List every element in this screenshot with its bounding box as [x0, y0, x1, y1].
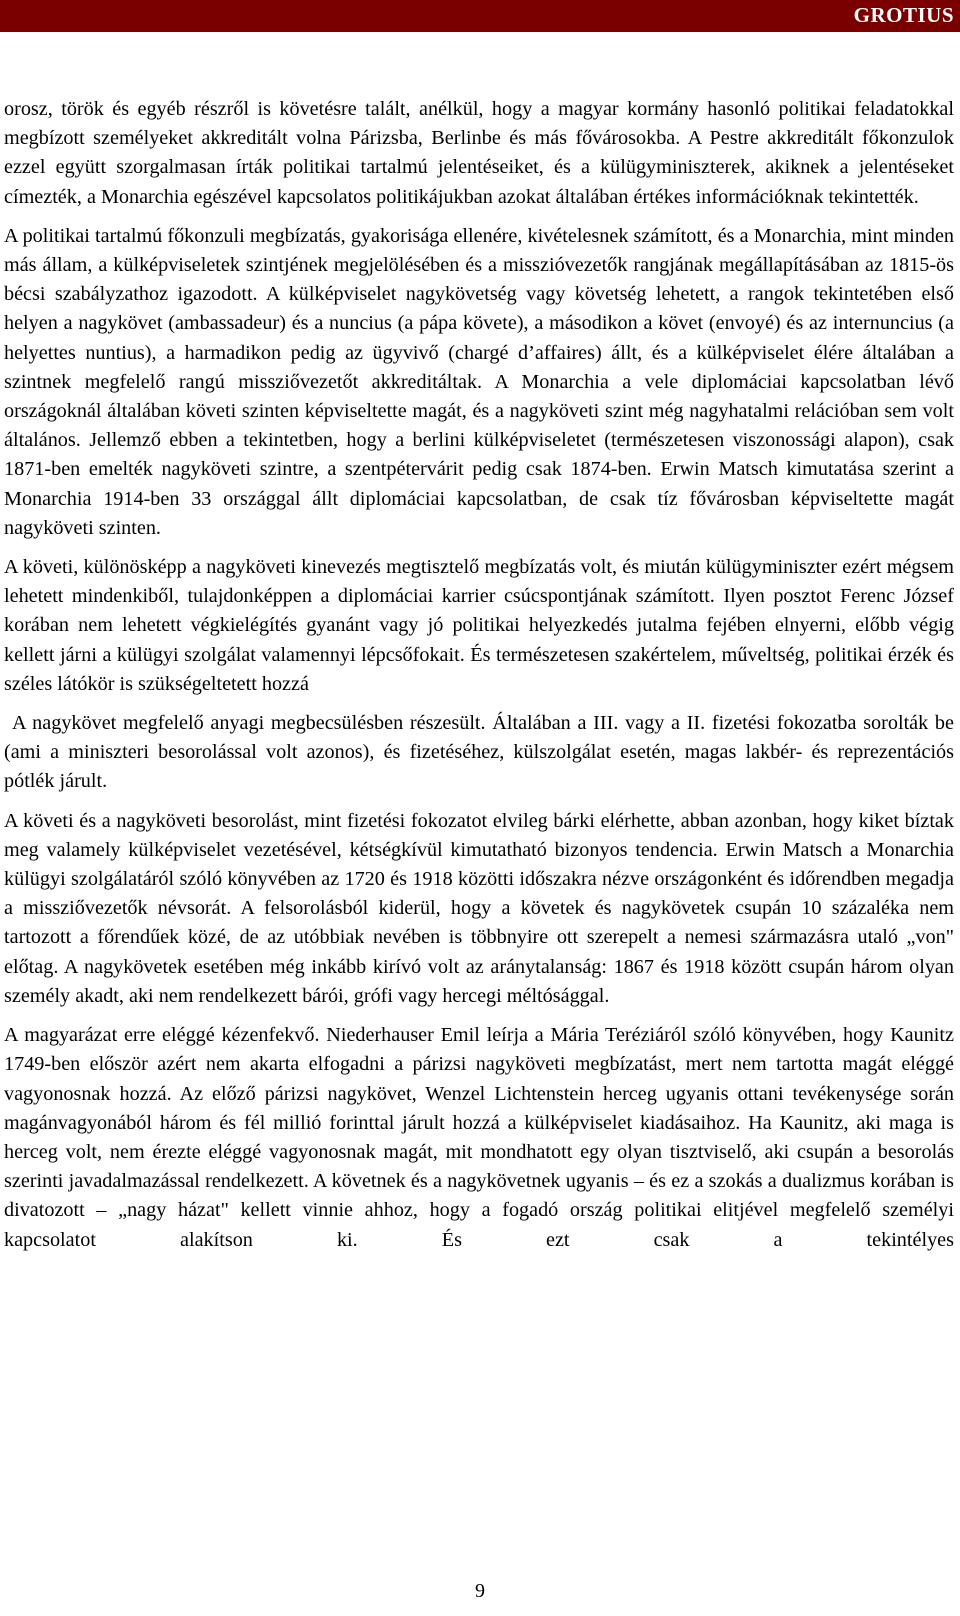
page-number: 9 [475, 1580, 485, 1602]
paragraph: A követi, különösképp a nagyköveti kinevezés megtisztelő megbízatás volt, és miután külügyminiszter ezért mégsem lehetett mindenkiből, tulajdonképpen a diplomáciai karrier csúcspontjának számított. Ilyen posztot Ferenc József korában nem lehetett végkielégítés gyanánt vagy jó politikai helyezkedés jutalma fejében elnyerni, előbb végig kellett járni a külügyi szolgálat valamennyi lépcsőfokait. És természetesen szakértelem, műveltség, politikai érzék és széles látókör is szükségeltetett hozzá [4, 556, 954, 695]
header-title: GROTIUS [853, 3, 954, 27]
paragraph: A politikai tartalmú főkonzuli megbízatás, gyakorisága ellenére, kivételesnek számított, és a Monarchia, mint minden más állam, a külképviseletek szintjének megjelölésében és a misszióvezetők rangjának megállapításában az 1815-ös bécsi szabályzathoz igazodott. A külképviselet nagykövetség vagy követség lehetett, a rangok tekintetében első helyen a nagykövet (ambassadeur) és a nuncius (a pápa követe), a másodikon a követ (envoyé) és az internuncius (a helyettes nuntius), a harmadikon pedig az ügyvivő (chargé d’affaires) állt, és a külképviselet élére általában a szintnek megfelelő rangú missziővezetőt akkreditáltak. A Monarchia a vele diplomáciai kapcsolatban lévő országoknál általában követi szinten képviseltette magát, és a nagyköveti szint még nagyhatalmi relációban sem volt általános. Jellemző ebben a tekintetben, hogy a berlini külképviseletet (természetesen viszonossági alapon), csak 1871-ben emelték nagyköveti szintre, a szentpétervárit pedig csak 1874-ben. Erwin Matsch kimutatása szerint a Monarchia 1914-ben 33 országgal állt diplomáciai kapcsolatban, de csak tíz fővárosban képviseltette magát nagyköveti szinten. [4, 224, 954, 539]
paragraph: A követi és a nagyköveti besorolást, mint fizetési fokozatot elvileg bárki elérhette, abban azonban, hogy kiket bíztak meg valamely külképviselet vezetésével, kétségkívül kimutatható bizonyos tendencia. Erwin Matsch a Monarchia külügyi szolgálatáról szóló könyvében az 1720 és 1918 közötti időszakra nézve országonként és időrendben megadja a missziővezetők névsorát. A felsorolásból kiderül, hogy a követek és nagykövetek csupán 10 százaléka nem tartozott a főrendűek közé, de az utóbbiak nevében is többnyire ott szerepelt a nemesi származásra utaló „von" előtag. A nagykövetek esetében még inkább kirívó volt az aránytalanság: 1867 és 1918 között csupán három olyan személy akadt, aki nem rendelkezett bárói, grófi vagy hercegi méltósággal. [4, 809, 954, 1007]
paragraph: orosz, török és egyéb részről is követésre talált, anélkül, hogy a magyar kormány hasonló politikai feladatokkal megbízott személyeket akkreditált volna Párizsba, Berlinbe és más fővárosokba. A Pestre akkreditált főkonzulok ezzel együtt szorgalmasan írták politikai tartalmú jelentéseiket, és a külügyminiszterek, akiknek a jelentéseket címezték, a Monarchia egészével kapcsolatos politikájukban azokat általában értékes információknak tekintették. [4, 98, 954, 208]
header-bar [0, 0, 960, 32]
document-body [4, 95, 954, 1265]
paragraph: A magyarázat erre eléggé kézenfekvő. Niederhauser Emil leírja a Mária Teréziáról szóló könyvében, hogy Kaunitz 1749-ben először azért nem akarta elfogadni a párizsi nagyköveti megbízatást, mert nem tartotta magát eléggé vagyonosnak hozzá. Az előző párizsi nagykövet, Wenzel Lichtenstein herceg ugyanis ottani tevékenysége során magánvagyonából három és fél millió forinttal járult hozzá a külképviselet kiadásaihoz. Ha Kaunitz, aki maga is herceg volt, nem érezte eléggé vagyonosnak magát, mit mondhatott egy olyan tisztviselő, aki csupán a besorolás szerinti javadalmazással rendelkezett. A követnek és a nagykövetnek ugyanis – és ez a szokás a dualizmus korában is divatozott – „nagy házat" kellett vinnie ahhoz, hogy a fogadó ország politikai elitjével megfelelő személyi kapcsolatot alakítson ki. És ezt csak a tekintélyes [4, 1024, 954, 1251]
paragraph: A nagykövet megfelelő anyagi megbecsülésben részesült. Általában a III. vagy a II. fizetési fokozatba sorolták be (ami a miniszteri besorolással volt azonos), és fizetéséhez, külszolgálat esetén, magas lakbér- és reprezentációs pótlék járult. [4, 712, 954, 793]
